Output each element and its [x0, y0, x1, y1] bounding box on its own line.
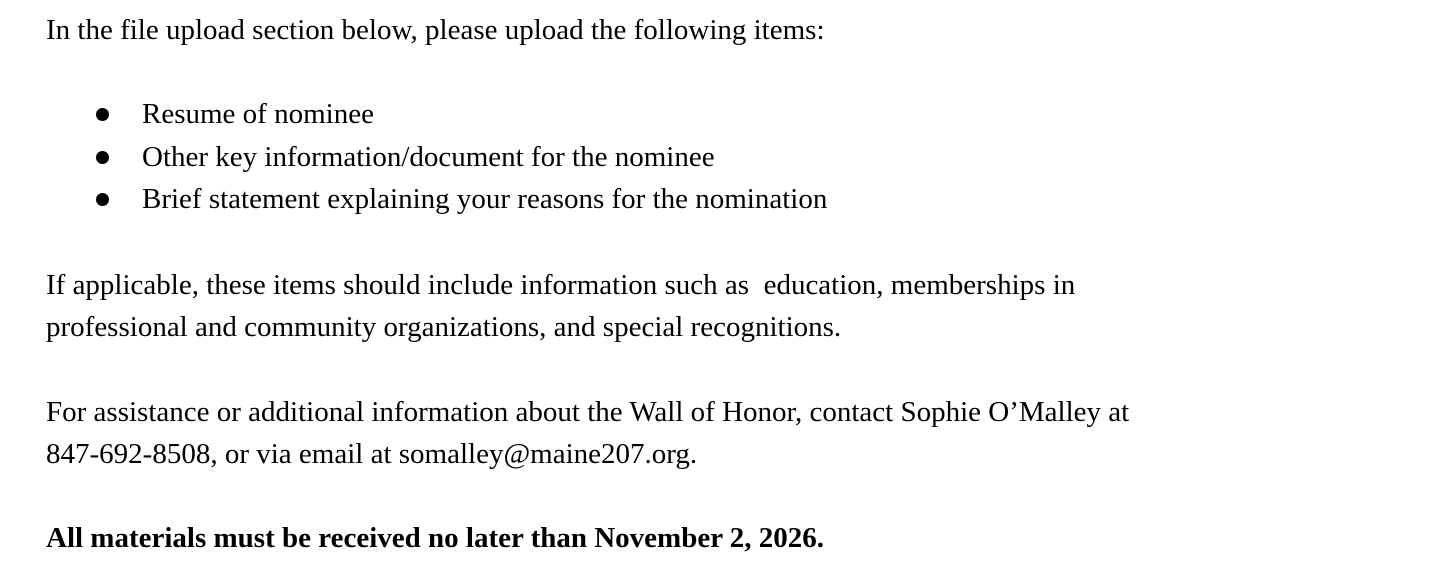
list-item-text: Brief statement explaining your reasons for the nomination [142, 183, 828, 215]
list-item-text: Resume of nominee [142, 98, 374, 130]
assistance-connector-text: , or via email at [210, 438, 399, 470]
deadline-notice: All materials must be received no later than November 2, 2026. [46, 522, 825, 554]
contact-email: somalley@maine207.org [398, 438, 690, 470]
assistance-paragraph [46, 391, 1129, 475]
applicable-line-2: professional and community organizations, and special recognitions. [46, 311, 842, 343]
contact-phone: 847-692-8508 [46, 438, 211, 470]
applicable-line-1: If applicable, these items should include information such as education, memberships in [46, 269, 1076, 301]
bullet-icon [96, 108, 109, 121]
bullet-icon [96, 151, 109, 164]
bullet-icon [96, 193, 109, 206]
assistance-end-punctuation: . [689, 438, 698, 470]
upload-intro-text: In the file upload section below, please upload the following items: [46, 14, 825, 46]
applicable-paragraph [46, 264, 1075, 348]
list-item-text: Other key information/document for the nominee [142, 140, 715, 173]
assistance-line-2 [46, 433, 1129, 475]
assistance-line-1: For assistance or additional information about the Wall of Honor, contact Sophie O’Malley at [46, 396, 1130, 428]
